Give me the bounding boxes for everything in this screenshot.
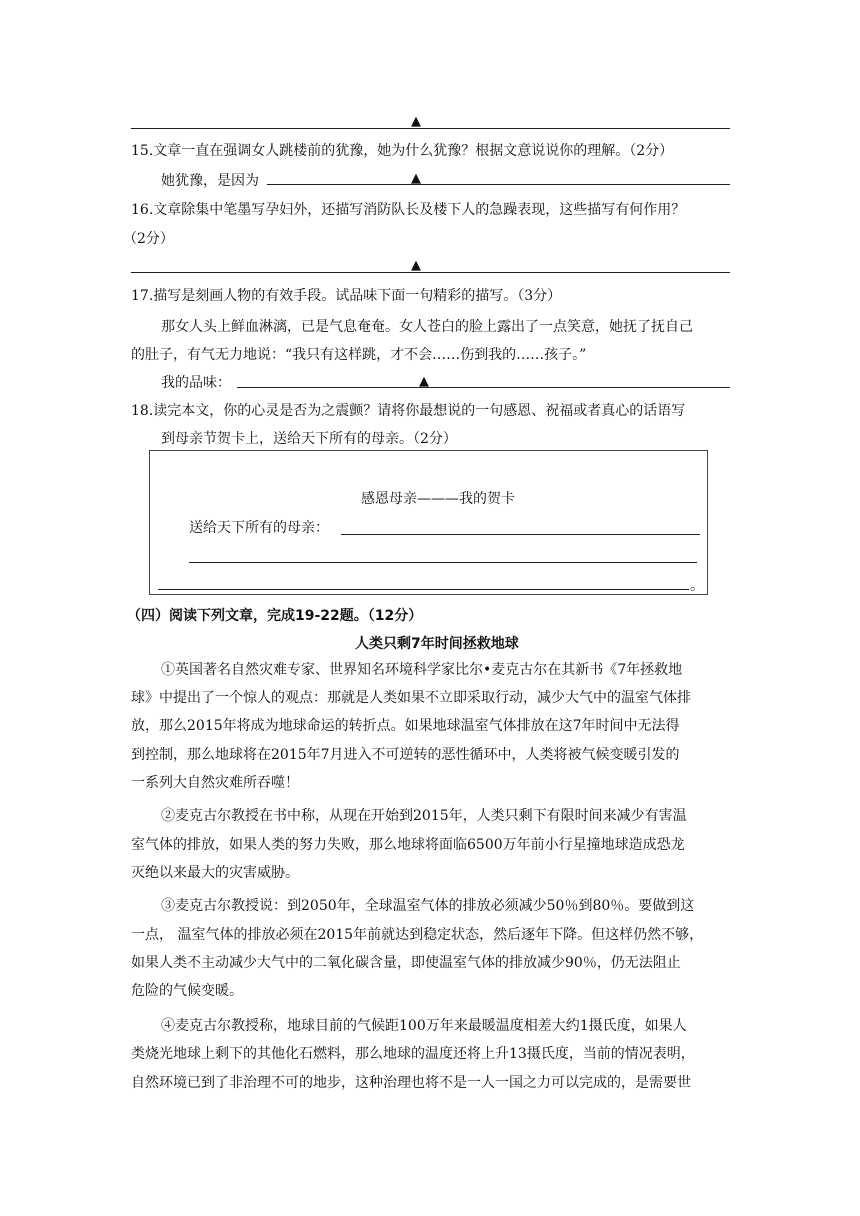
question-16-points: （2分）: [123, 231, 174, 247]
p3-line3: 如果人类不主动减少大气中的二氧化碳含量，即使温室气体的排放减少90％，仍无法阻止: [131, 955, 681, 971]
p1-line3: 放，那么2015年将成为地球命运的转折点。如果地球温室气体排放在这7年时间中无法得: [131, 718, 680, 734]
p4-line3: 自然环境已到了非治理不可的地步，这种治理也将不是一人一国之力可以完成的，是需要世: [131, 1075, 691, 1091]
question-16: 16.文章除集中笔墨写孕妇外，还描写消防队长及楼下人的急躁表现，这些描写有何作用？: [131, 202, 686, 218]
answer-line: [131, 128, 730, 129]
answer-marker-17: ▲: [419, 374, 429, 389]
p1-line5: 一系列大自然灾难所吞噬！: [131, 775, 299, 791]
section-heading: （四）阅读下列文章，完成19-22题。（12分）: [127, 608, 423, 624]
p3-line4: 危险的气候变暖。: [131, 983, 243, 999]
p2-line3: 灭绝以来最大的灾害威胁。: [131, 865, 299, 881]
p3-line1: ③麦克古尔教授说：到2050年，全球温室气体的排放必须减少50％到80％。要做到这: [161, 898, 695, 914]
card-answer-line-2: [189, 562, 697, 563]
card-answer-line-1: [341, 534, 700, 535]
question-17: 17.描写是刻画人物的有效手段。试品味下面一句精彩的描写。（3分）: [131, 288, 562, 304]
p4-line2: 类烧光地球上剩下的其他化石燃料，那么地球的温度还将上升13摄氏度，当前的情况表明，: [131, 1046, 695, 1062]
card-title: 感恩母亲———我的贺卡: [361, 491, 515, 507]
answer-prefix-15: 她犹豫，是因为: [161, 173, 259, 189]
p1-line1: ①英国著名自然灾难专家、世界知名环境科学家比尔•麦克古尔在其新书《7年拯救地: [161, 662, 683, 678]
p1-line2: 球》中提出了一个惊人的观点：那就是人类如果不立即采取行动，减少大气中的温室气体排: [131, 690, 691, 706]
answer-prefix-17: 我的品味：: [161, 375, 231, 391]
article-title: 人类只剩7年时间拯救地球: [355, 636, 519, 652]
p2-line2: 室气体的排放，如果人类的努力失败，那么地球将面临6500万年前小行星撞地球造成恐龙: [131, 837, 685, 853]
quote-17-line1: 那女人头上鲜血淋漓，已是气息奄奄。女人苍白的脸上露出了一点笑意，她抚了抚自己: [161, 319, 693, 335]
question-18-line1: 18.读完本文，你的心灵是否为之震颤？请将你最想说的一句感恩、祝福或者真心的话语写: [131, 403, 686, 419]
question-15: 15.文章一直在强调女人跳楼前的犹豫，她为什么犹豫？根据文意说说你的理解。（2分）: [131, 143, 674, 159]
card-end: 。: [690, 578, 704, 594]
p3-line2: 一点， 温室气体的排放必须在2015年前就达到稳定状态，然后逐年下降。但这样仍然不够，: [131, 927, 704, 943]
p4-line1: ④麦克古尔教授称，地球目前的气候距100万年来最暖温度相差大约1摄氏度，如果人: [161, 1018, 687, 1034]
p1-line4: 到控制，那么地球将在2015年7月进入不可逆转的恶性循环中，人类将被气候变暖引发的: [131, 747, 680, 763]
p2-line1: ②麦克古尔教授在书中称，从现在开始到2015年，人类只剩下有限时间来减少有害温: [161, 808, 687, 824]
answer-line-17: [237, 387, 730, 388]
question-18-line2: 到母亲节贺卡上，送给天下所有的母亲。（2分）: [161, 431, 457, 447]
card-answer-line-3: [158, 589, 689, 590]
answer-marker-15: ▲: [411, 171, 421, 186]
answer-line-16: [131, 272, 730, 273]
quote-17-line2: 的肚子，有气无力地说：“我只有这样跳，才不会……伤到我的……孩子。”: [131, 347, 587, 363]
card-prefix: 送给天下所有的母亲：: [189, 520, 329, 536]
answer-line-15: [267, 184, 730, 185]
answer-marker-16: ▲: [411, 258, 421, 273]
answer-marker: ▲: [411, 114, 421, 129]
